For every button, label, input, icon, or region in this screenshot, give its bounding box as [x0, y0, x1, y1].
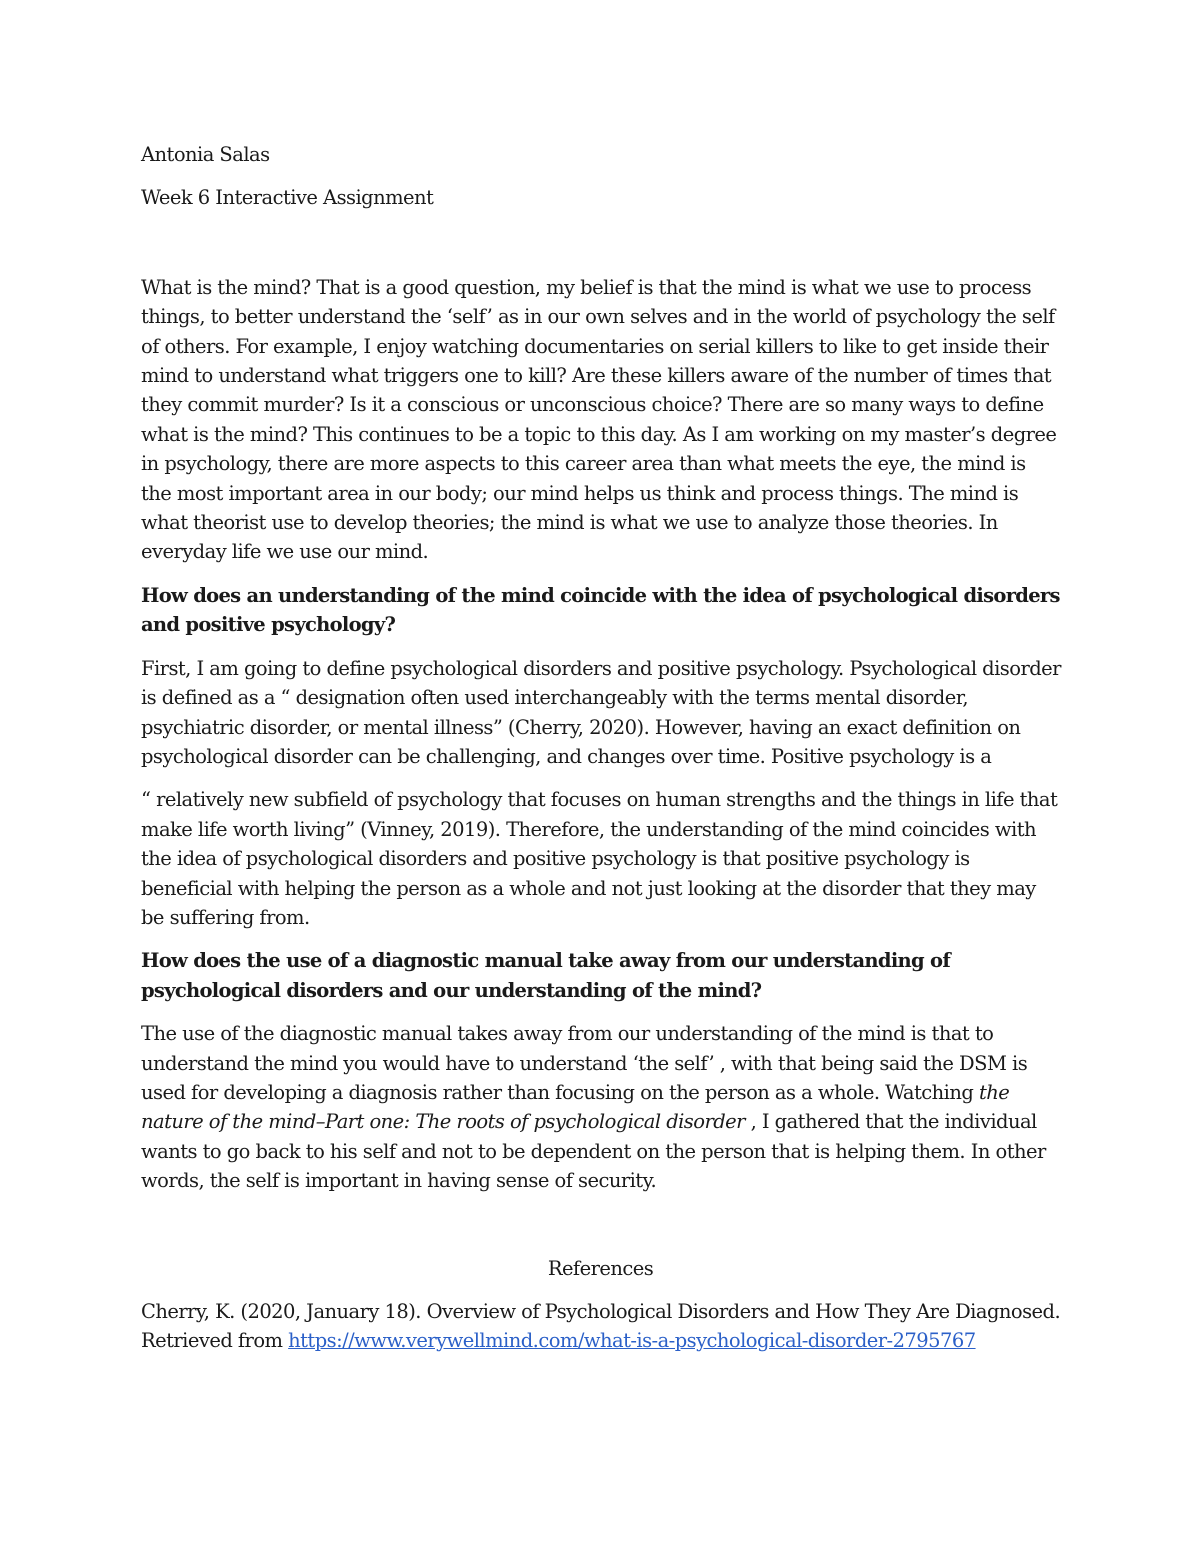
assignment-title: Week 6 Interactive Assignment: [141, 186, 434, 210]
paragraph-diagnostic-manual-text-1: The use of the diagnostic manual takes away from our understanding of the mind is that to understand the mind you would have to understand ‘the self’ , with that being said the DSM is used for developing a diagnosis rather than focusing on the person as a whole. Watching: [141, 1022, 1028, 1104]
video-title-italic: the nature of the mind–Part one: The roots of psychological disorder: [141, 1080, 1010, 1134]
blank-line: [141, 1210, 1061, 1254]
paragraph-diagnostic-manual: [141, 1019, 1061, 1195]
paragraph-definitions: First, I am going to define psychological disorders and positive psychology. Psychological disorder is defined as a “ designation often used interchangeably with the terms mental disorder, psychiatric disorder, or mental illness” (Cherry, 2020). However, having an exact definition on psychological disorder can be challenging, and changes over time. Positive psychology is a: [141, 656, 1061, 768]
blank-line: [141, 227, 1061, 273]
question-heading-1: How does an understanding of the mind coincide with the idea of psychological disorders and positive psychology?: [141, 583, 1060, 637]
document-body: [141, 140, 1061, 1356]
reference-entry-cherry: [141, 1297, 1061, 1356]
references-heading: References: [547, 1256, 654, 1280]
paragraph-positive-psychology: “ relatively new subfield of psychology that focuses on human strengths and the things in life that make life worth living” (Vinney, 2019). Therefore, the understanding of the mind coincides with the idea of psychological disorders and positive psychology is that positive psychology is beneficial with helping the person as a whole and not just looking at the disorder that they may be suffering from.: [141, 788, 1058, 929]
reference-text: Cherry, K. (2020, January 18). Overview of Psychological Disorders and How They Are Diagnosed. Retrieved from: [141, 1300, 1061, 1353]
paragraph-diagnostic-manual-text-2: , I gathered that the individual wants to go back to his self and not to be dependent on the person that is helping them. In other words, the self is important in having sense of security.: [141, 1110, 1046, 1193]
paragraph-what-is-mind: What is the mind? That is a good question, my belief is that the mind is what we use to process things, to better understand the ‘self’ as in our own selves and in the world of psychology the self of others. For example, I enjoy watching documentaries on serial killers to like to get inside their mind to understand what triggers one to kill? Are these killers aware of the number of times that they commit murder? Is it a conscious or unconscious choice? There are so many ways to define what is the mind? This continues to be a topic to this day. As I am working on my master’s degree in psychology, there are more aspects to this career area than what meets the eye, the mind is the most important area in our body; our mind helps us think and process things. The mind is what theorist use to develop theories; the mind is what we use to analyze those theories. In everyday life we use our mind.: [141, 275, 1057, 564]
reference-link[interactable]: https://www.verywellmind.com/what-is-a-psychological-disorder-2795767: [288, 1329, 976, 1353]
author-name: Antonia Salas: [141, 143, 270, 166]
question-heading-2: How does the use of a diagnostic manual take away from our understanding of psychological disorders and our understanding of the mind?: [141, 949, 951, 1002]
